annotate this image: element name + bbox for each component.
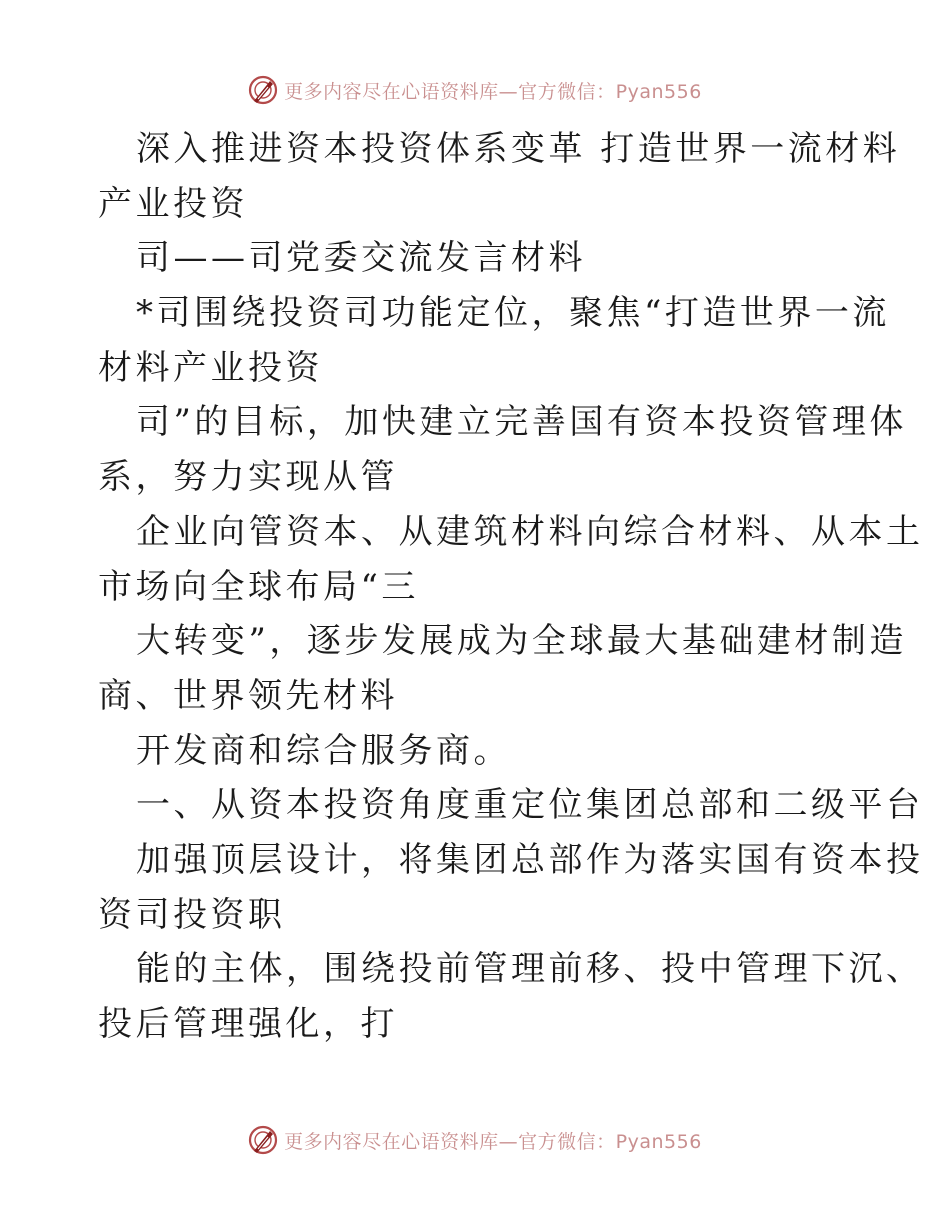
- text-line: *司围绕投资司功能定位，聚焦“打造世界一流: [136, 293, 890, 334]
- quill-logo-icon: [248, 75, 278, 105]
- text-line: 市场向全球布局“三: [98, 566, 419, 607]
- footer-watermark: [0, 1122, 950, 1158]
- text-line: 资司投资职: [98, 894, 286, 935]
- watermark-text: 更多内容尽在心语资料库—官方微信：Pyan556: [284, 1130, 702, 1153]
- text-line: 大转变”，逐步发展成为全球最大基础建材制造: [136, 621, 907, 662]
- document-body: [98, 122, 924, 1052]
- text-line: 系，努力实现从管: [98, 457, 398, 498]
- text-line: 加强顶层设计，将集团总部作为落实国有资本投: [136, 839, 924, 880]
- text-line: 能的主体，围绕投前管理前移、投中管理下沉、: [136, 949, 924, 990]
- quill-logo-icon: [248, 1125, 278, 1155]
- text-line: 一、从资本投资角度重定位集团总部和二级平台: [136, 785, 924, 826]
- watermark-text: 更多内容尽在心语资料库—官方微信：Pyan556: [284, 80, 702, 103]
- text-line: 产业投资: [98, 183, 248, 224]
- text-line: 开发商和综合服务商。: [136, 730, 511, 771]
- text-line: 商、世界领先材料: [98, 675, 398, 716]
- text-line: 司——司党委交流发言材料: [136, 238, 586, 279]
- text-line: 投后管理强化，打: [98, 1004, 398, 1044]
- header-watermark: [0, 72, 950, 108]
- text-line: 材料产业投资: [98, 347, 323, 388]
- text-line: 司”的目标，加快建立完善国有资本投资管理体: [136, 402, 907, 443]
- text-line: 企业向管资本、从建筑材料向综合材料、从本土: [136, 511, 924, 552]
- text-line: 深入推进资本投资体系变革 打造世界一流材料: [136, 129, 901, 169]
